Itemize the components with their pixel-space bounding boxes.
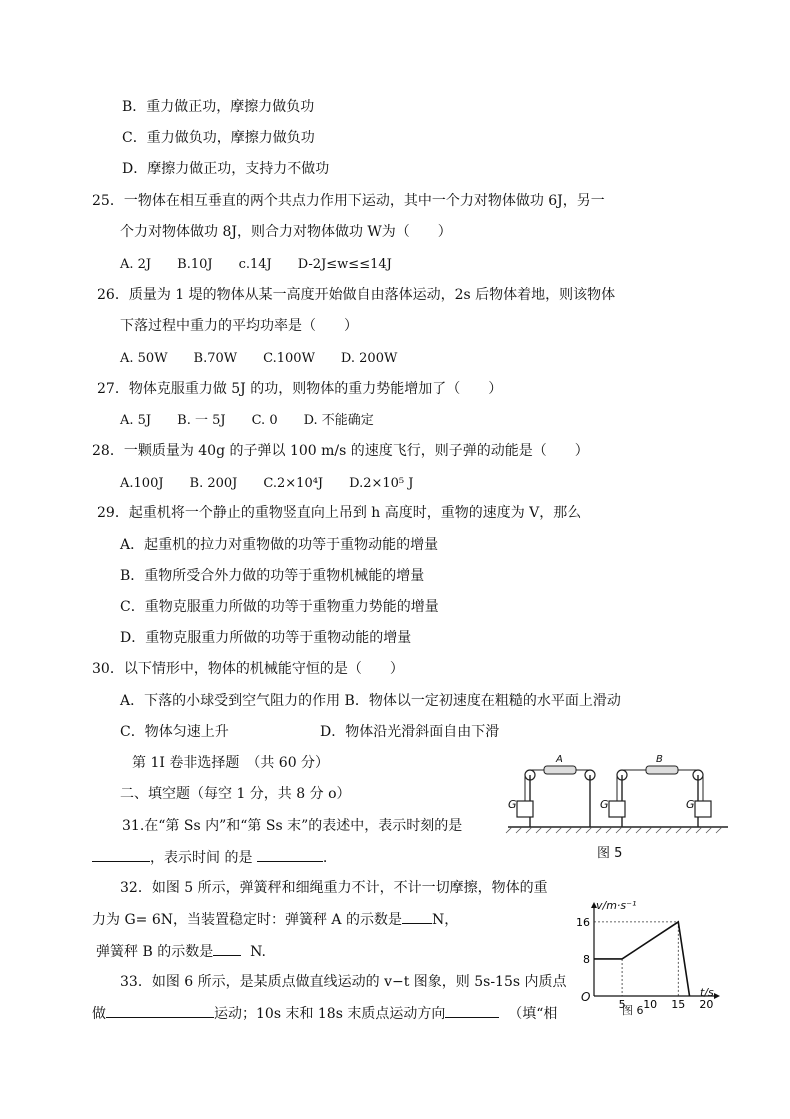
figure-6-caption: 图 6 <box>622 1004 644 1017</box>
scale-b-label: B <box>656 754 663 765</box>
option-24c: C．重力做负功，摩擦力做负功 <box>122 130 315 146</box>
question-32-line3-text: 弹簧秤 B 的示数是 <box>96 944 214 960</box>
answer-blank[interactable] <box>106 1003 214 1018</box>
answer-blank[interactable] <box>402 909 432 924</box>
option-30ab: A．下落的小球受到空气阻力的作用 B．物体以一定初速度在粗糙的水平面上滑动 <box>120 693 621 709</box>
question-27-options: A. 5J B. 一 5J C. 0 D. 不能确定 <box>120 413 374 428</box>
section-2-heading: 第 1I 卷非选择题 （共 60 分） <box>132 755 330 771</box>
y-axis-label: v/m·s⁻¹ <box>596 899 637 912</box>
answer-blank[interactable] <box>257 847 323 862</box>
figure-5-apparatus <box>500 755 732 835</box>
question-31-line1: 31.在“第 Ss 内”和“第 Ss 末”的表述中，表示时刻的是 <box>122 818 463 834</box>
option-29b: B．重物所受合外力做的功等于重物机械能的增量 <box>120 568 425 584</box>
scale-a-label: A <box>556 754 563 765</box>
question-30: 30．以下情形中，物体的机械能守恒的是（ ） <box>92 661 404 677</box>
option-30d: D．物体沿光滑斜面自由下滑 <box>320 724 500 740</box>
velocity-series-line <box>594 922 690 996</box>
question-32-line2-text: 力为 G= 6N，当装置稳定时：弹簧秤 A 的示数是 <box>92 912 402 928</box>
figure-6-vt-graph <box>572 900 722 1022</box>
x-axis-label: t/s <box>700 986 714 999</box>
question-27: 27．物体克服重力做 5J 的功，则物体的重力势能增加了（ ） <box>97 381 503 397</box>
option-24d: D．摩擦力做正功，支持力不做功 <box>122 161 330 177</box>
origin-label: O <box>581 990 591 1004</box>
option-29d: D．重物克服重力所做的功等于重物动能的增量 <box>120 630 412 646</box>
question-28: 28．一颗质量为 40g 的子弹以 100 m/s 的速度飞行，则子弹的动能是（ ） <box>92 443 589 459</box>
x-tick-label: 10 <box>643 998 658 1011</box>
option-30c: C．物体匀速上升 <box>120 724 229 740</box>
x-axis-arrow <box>714 993 720 999</box>
x-tick-label: 5 <box>618 998 626 1011</box>
fill-in-heading: 二、填空题（每空 1 分，共 8 分 o） <box>120 786 351 802</box>
weight-label-mid: G <box>600 798 609 811</box>
weight-label-left: G <box>508 798 517 811</box>
question-33-line2-mid: 运动；10s 末和 18s 末质点运动方向 <box>214 1006 446 1022</box>
question-25-line1: 25．一物体在相互垂直的两个共点力作用下运动，其中一个力对物体做功 6J，另一 <box>92 193 605 209</box>
question-32-line3 <box>96 941 266 962</box>
question-31-mid: ，表示时间 的是 <box>150 850 253 866</box>
weight-label-right: G <box>686 798 695 811</box>
answer-blank[interactable] <box>213 941 241 956</box>
question-32-line3-unit: N. <box>250 944 266 960</box>
question-29: 29．起重机将一个静止的重物竖直向上吊到 h 高度时，重物的速度为 V，那么 <box>97 505 582 521</box>
question-33-line2-pre: 做 <box>92 1006 106 1022</box>
x-tick-label: 20 <box>699 998 714 1011</box>
question-25-line2: 个力对物体做功 8J，则合力对物体做功 W为（ ） <box>120 224 452 240</box>
question-32-line1: 32．如图 5 所示，弹簧秤和细绳重力不计，不计一切摩擦，物体的重 <box>120 880 548 896</box>
option-29c: C．重物克服重力所做的功等于重物重力势能的增量 <box>120 599 439 615</box>
option-29a: A．起重机的拉力对重物做的功等于重物动能的增量 <box>120 537 439 553</box>
question-26-options: A. 50W B.70W C.100W D. 200W <box>120 351 398 366</box>
y-tick-label: 8 <box>583 952 590 966</box>
question-25-options: A. 2J B.10J c.14J D-2J≤w≤≤14J <box>120 257 392 272</box>
y-tick-label: 16 <box>576 915 590 929</box>
figure-5-caption: 图 5 <box>597 846 623 861</box>
question-31-end: . <box>322 850 328 866</box>
answer-blank[interactable] <box>445 1003 499 1018</box>
question-32-line2-unit: N， <box>431 912 459 928</box>
question-33-line1: 33．如图 6 所示，是某质点做直线运动的 v−t 图象，则 5s-15s 内质点 <box>120 974 567 990</box>
question-33-line2 <box>92 1003 557 1024</box>
option-24b: B．重力做正功，摩擦力做负功 <box>122 99 315 115</box>
question-26-line1: 26．质量为 1 堤的物体从某一高度开始做自由落体运动，2s 后物体着地，则该物体 <box>97 287 616 303</box>
question-32-line2 <box>92 909 458 930</box>
question-26-line2: 下落过程中重力的平均功率是（ ） <box>120 318 358 334</box>
answer-blank[interactable] <box>92 847 150 862</box>
x-tick-label: 15 <box>671 998 686 1011</box>
question-31-line2 <box>92 847 327 868</box>
question-33-line2-end: （填“相 <box>508 1006 558 1022</box>
question-28-options: A.100J B. 200J C.2×10⁴J D.2×10⁵ J <box>120 476 414 491</box>
